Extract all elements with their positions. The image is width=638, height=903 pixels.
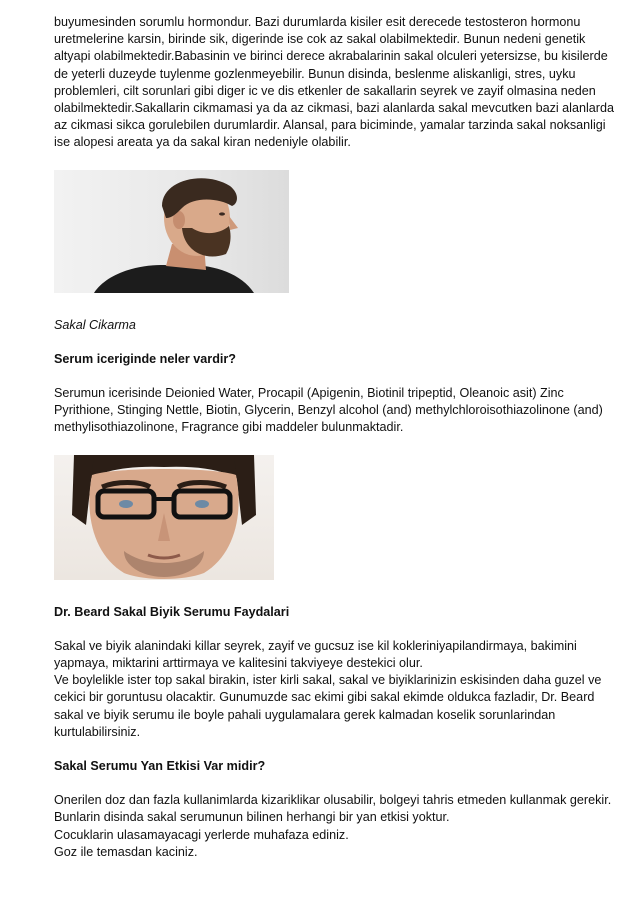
document-page <box>54 14 614 861</box>
intro-paragraph: buyumesinden sorumlu hormondur. Bazi durumlarda kisiler esit derecede testosteron hormonu uretmelerine karsin, birinde sik, digerinde ise cok az sakal olabilmektedir. Bunun nedeni genetik altyapi olabilmektedir.Babasinin ve birinci derece akrabalarinin sakal olculeri yetersizse, bu kisilerde de yeterli duzeyde tuylenme gozlenmeyebilir. Bunun disinda, beslenme aliskanligi, stres, uyku problemleri, cilt sorunlari gibi diger ic ve dis etkenler de sakallarin seyrek ve zayif olmasina neden olabilmektedir.Sakallarin cikmamasi ya da az cikmasi, bazi alanlarda sakal mevcutken bazi alanlarda az cikmasi sikca gorulebilen durumlardir. Alansal, para biciminde, yamalar tarzinda sakal noksanligi ise alopesi areata ya da sakal kiran nedeniyle olabilir. <box>54 15 614 150</box>
benefits-paragraph-2: Ve boylelikle ister top sakal birakin, ister kirli sakal, sakal ve biyiklarinizin eskisinden daha guzel ve cekici bir goruntusu olacaktir. Gunumuzde sac ekimi gibi sakal ekimde oldukca fazladir, Dr. Beard sakal ve biyik serumu ile boyle pahali uygulamalara gerek kalmadan koselik sorunlarindan kurtulabilirsiniz. <box>54 673 602 739</box>
section-heading-serum-contents: Serum iceriginde neler vardir? <box>54 351 236 366</box>
section-heading-benefits: Dr. Beard Sakal Biyik Serumu Faydalari <box>54 604 290 619</box>
image-caption: Sakal Cikarma <box>54 317 136 332</box>
section-heading-side-effects: Sakal Serumu Yan Etkisi Var midir? <box>54 759 266 774</box>
benefits-paragraph-1: Sakal ve biyik alanindaki killar seyrek, zayif ve gucsuz ise kil kokleriniyapilandirmaya, bakimini yapmaya, miktarini arttirmaya ve kalitesini takviyeye destekici olur. <box>54 638 577 671</box>
side-effects-line-eyes: Goz ile temasdan kaciniz. <box>54 844 198 859</box>
side-effects-line-children: Cocuklarin ulasamayacagi yerlerde muhafaza ediniz. <box>54 827 349 842</box>
bearded-man-profile-photo <box>54 170 289 293</box>
serum-contents-paragraph: Serumun icerisinde Deionied Water, Procapil (Apigenin, Biotinil tripeptid, Oleanoic asit) Zinc Pyrithione, Stinging Nettle, Biotin, Glycerin, Benzyl alcohol (and) methylchloroisothiazolinone (and) methylisothiazolinone, Fragrance gibi maddeler bulunmaktadir. <box>54 386 603 435</box>
side-effects-paragraph: Onerilen doz dan fazla kullanimlarda kizariklikar olusabilir, bolgeyi tahris etmeden kullanmak gerekir. Bunlarin disinda sakal serumunun bilinen herhangi bir yan etkisi yoktur. <box>54 793 612 825</box>
man-with-glasses-photo <box>54 455 274 580</box>
